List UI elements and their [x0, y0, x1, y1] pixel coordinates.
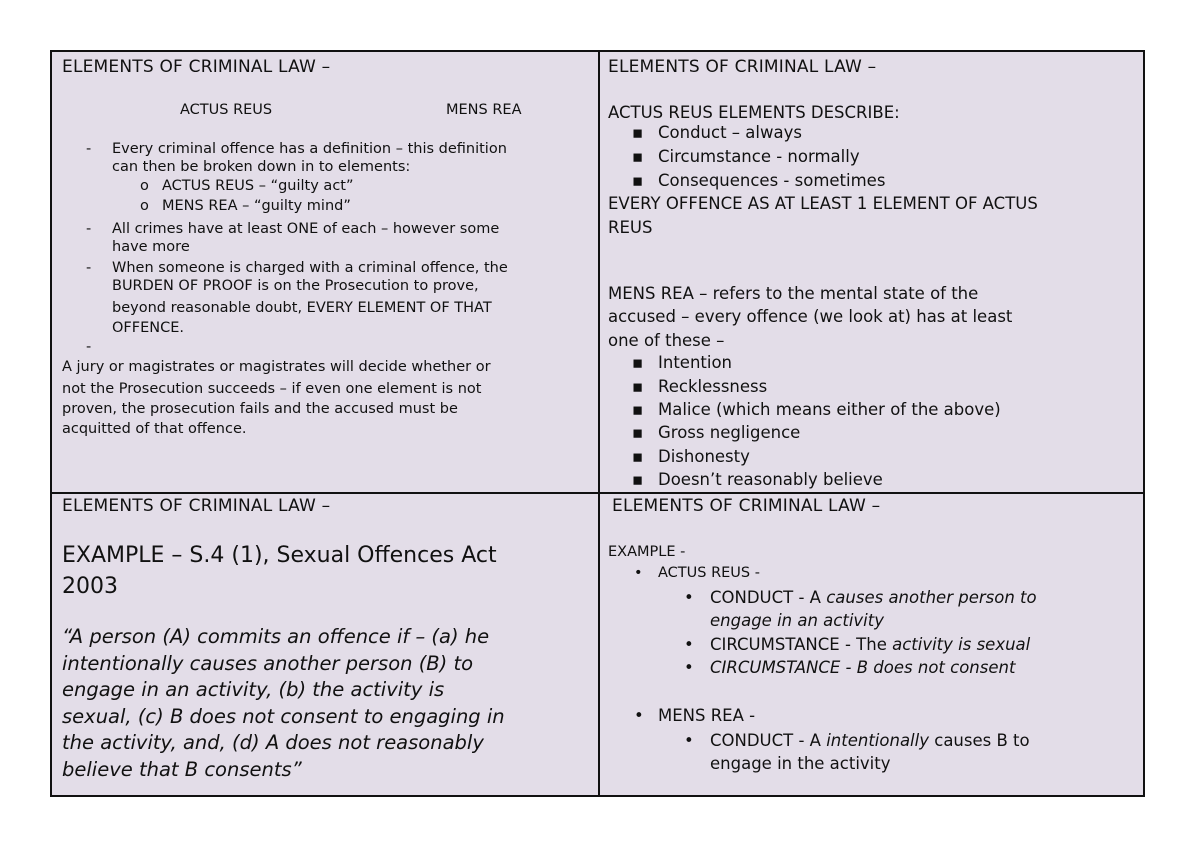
cell-bottom-left: [52, 494, 598, 795]
cell1-para-line4: acquitted of that offence.: [62, 421, 247, 437]
cell1-item3-line2: BURDEN OF PROOF is on the Prosecution to prove,: [112, 278, 479, 294]
actus-item-conduct: Conduct – always: [658, 123, 802, 142]
mens-item-gross-negligence: Gross negligence: [658, 423, 801, 442]
dash-marker: -: [86, 339, 92, 355]
circle-marker: o: [140, 198, 149, 214]
mens-item-intention: Intention: [658, 353, 733, 372]
mens-item-recklessness: Recklessness: [658, 377, 768, 396]
mens-item-malice: Malice (which means either of the above): [658, 400, 1001, 419]
circumstance-1: [710, 633, 1030, 656]
label-actus-reus: ACTUS REUS: [180, 102, 273, 118]
mens-conduct-rest: causes B to: [929, 731, 1030, 750]
conduct-line2: engage in an activity: [710, 611, 884, 630]
square-bullet: ▪: [632, 377, 644, 396]
round-bullet: •: [684, 731, 694, 750]
cell1-para-line2: not the Prosecution succeeds – if even one element is not: [62, 381, 482, 397]
cell-top-left: [52, 52, 598, 492]
square-bullet: ▪: [632, 171, 644, 190]
square-bullet: ▪: [632, 353, 644, 372]
cell1-item2-line1: All crimes have at least ONE of each – however some: [112, 221, 500, 237]
actus-intro: ACTUS REUS ELEMENTS DESCRIBE:: [608, 103, 900, 122]
quote-line3: engage in an activity, (b) the activity is: [62, 678, 445, 701]
square-bullet: ▪: [632, 147, 644, 166]
conduct-line1: [710, 586, 1037, 609]
mens-conduct-italic: intentionally: [826, 731, 929, 750]
conduct-plain: CONDUCT - A: [710, 588, 827, 607]
cell1-item1-line2: can then be broken down in to elements:: [112, 159, 411, 175]
example-label: EXAMPLE -: [608, 544, 686, 560]
example-line1: EXAMPLE – S.4 (1), Sexual Offences Act: [62, 543, 497, 568]
circle-marker: o: [140, 178, 149, 194]
law-notes-grid: [50, 50, 1145, 797]
actus-item-circumstance: Circumstance - normally: [658, 147, 860, 166]
quote-line2: intentionally causes another person (B) to: [62, 652, 474, 675]
cell1-item1-line1: Every criminal offence has a definition – this definition: [112, 141, 507, 157]
mens-conduct-plain: CONDUCT - A: [710, 731, 827, 750]
mens-rea-label: MENS REA -: [658, 706, 756, 725]
mens-conduct-line1: [710, 729, 1030, 752]
round-bullet: •: [634, 706, 644, 725]
square-bullet: ▪: [632, 423, 644, 442]
mens-conduct-line2: engage in the activity: [710, 754, 891, 773]
mens-line3: one of these –: [608, 331, 725, 350]
sub-item-mens: MENS REA – “guilty mind”: [162, 198, 351, 214]
cell-top-right: [600, 52, 1143, 492]
dash-marker: -: [86, 260, 92, 276]
square-bullet: ▪: [632, 470, 644, 489]
quote-line4: sexual, (c) B does not consent to engaging in: [62, 705, 505, 728]
sub-item-actus: ACTUS REUS – “guilty act”: [162, 178, 354, 194]
cell1-item3-line1: When someone is charged with a criminal offence, the: [112, 260, 508, 276]
square-bullet: ▪: [632, 447, 644, 466]
quote-line6: believe that B consents”: [62, 758, 302, 781]
conduct-italic: causes another person to: [826, 588, 1037, 607]
cell1-item2-line2: have more: [112, 239, 190, 255]
cell1-item3-line4: OFFENCE.: [112, 320, 184, 336]
mens-line2: accused – every offence (we look at) has at least: [608, 307, 1013, 326]
cell-bottom-right: [600, 494, 1143, 795]
circumstance-2: CIRCUMSTANCE - B does not consent: [710, 658, 1016, 677]
mens-item-dishonesty: Dishonesty: [658, 447, 750, 466]
round-bullet: •: [684, 588, 694, 607]
actus-reus-label: ACTUS REUS -: [658, 565, 760, 581]
square-bullet: ▪: [632, 123, 644, 142]
cell4-heading: ELEMENTS OF CRIMINAL LAW –: [612, 496, 881, 516]
round-bullet: •: [634, 565, 643, 581]
cell2-heading: ELEMENTS OF CRIMINAL LAW –: [608, 57, 877, 77]
mens-item-belief: Doesn’t reasonably believe: [658, 470, 883, 489]
round-bullet: •: [684, 658, 694, 677]
quote-line1: “A person (A) commits an offence if – (a) he: [62, 625, 490, 648]
mens-line1: MENS REA – refers to the mental state of the: [608, 284, 979, 303]
actus-item-consequences: Consequences - sometimes: [658, 171, 886, 190]
every-offence-line2: REUS: [608, 218, 653, 237]
cell1-item3-line3: beyond reasonable doubt, EVERY ELEMENT OF THAT: [112, 300, 492, 316]
quote-line5: the activity, and, (d) A does not reasonably: [62, 731, 484, 754]
label-mens-rea: MENS REA: [446, 102, 522, 118]
cell1-para-line1: A jury or magistrates or magistrates will decide whether or: [62, 359, 491, 375]
circumstance-1-italic: activity is sexual: [892, 635, 1031, 654]
dash-marker: -: [86, 141, 92, 157]
circumstance-1-plain: CIRCUMSTANCE - The: [710, 635, 893, 654]
cell1-para-line3: proven, the prosecution fails and the accused must be: [62, 401, 458, 417]
example-line2: 2003: [62, 574, 118, 599]
square-bullet: ▪: [632, 400, 644, 419]
cell3-heading: ELEMENTS OF CRIMINAL LAW –: [62, 496, 331, 516]
every-offence-line1: EVERY OFFENCE AS AT LEAST 1 ELEMENT OF ACTUS: [608, 194, 1038, 213]
cell1-heading: ELEMENTS OF CRIMINAL LAW –: [62, 57, 331, 77]
round-bullet: •: [684, 635, 694, 654]
dash-marker: -: [86, 221, 92, 237]
